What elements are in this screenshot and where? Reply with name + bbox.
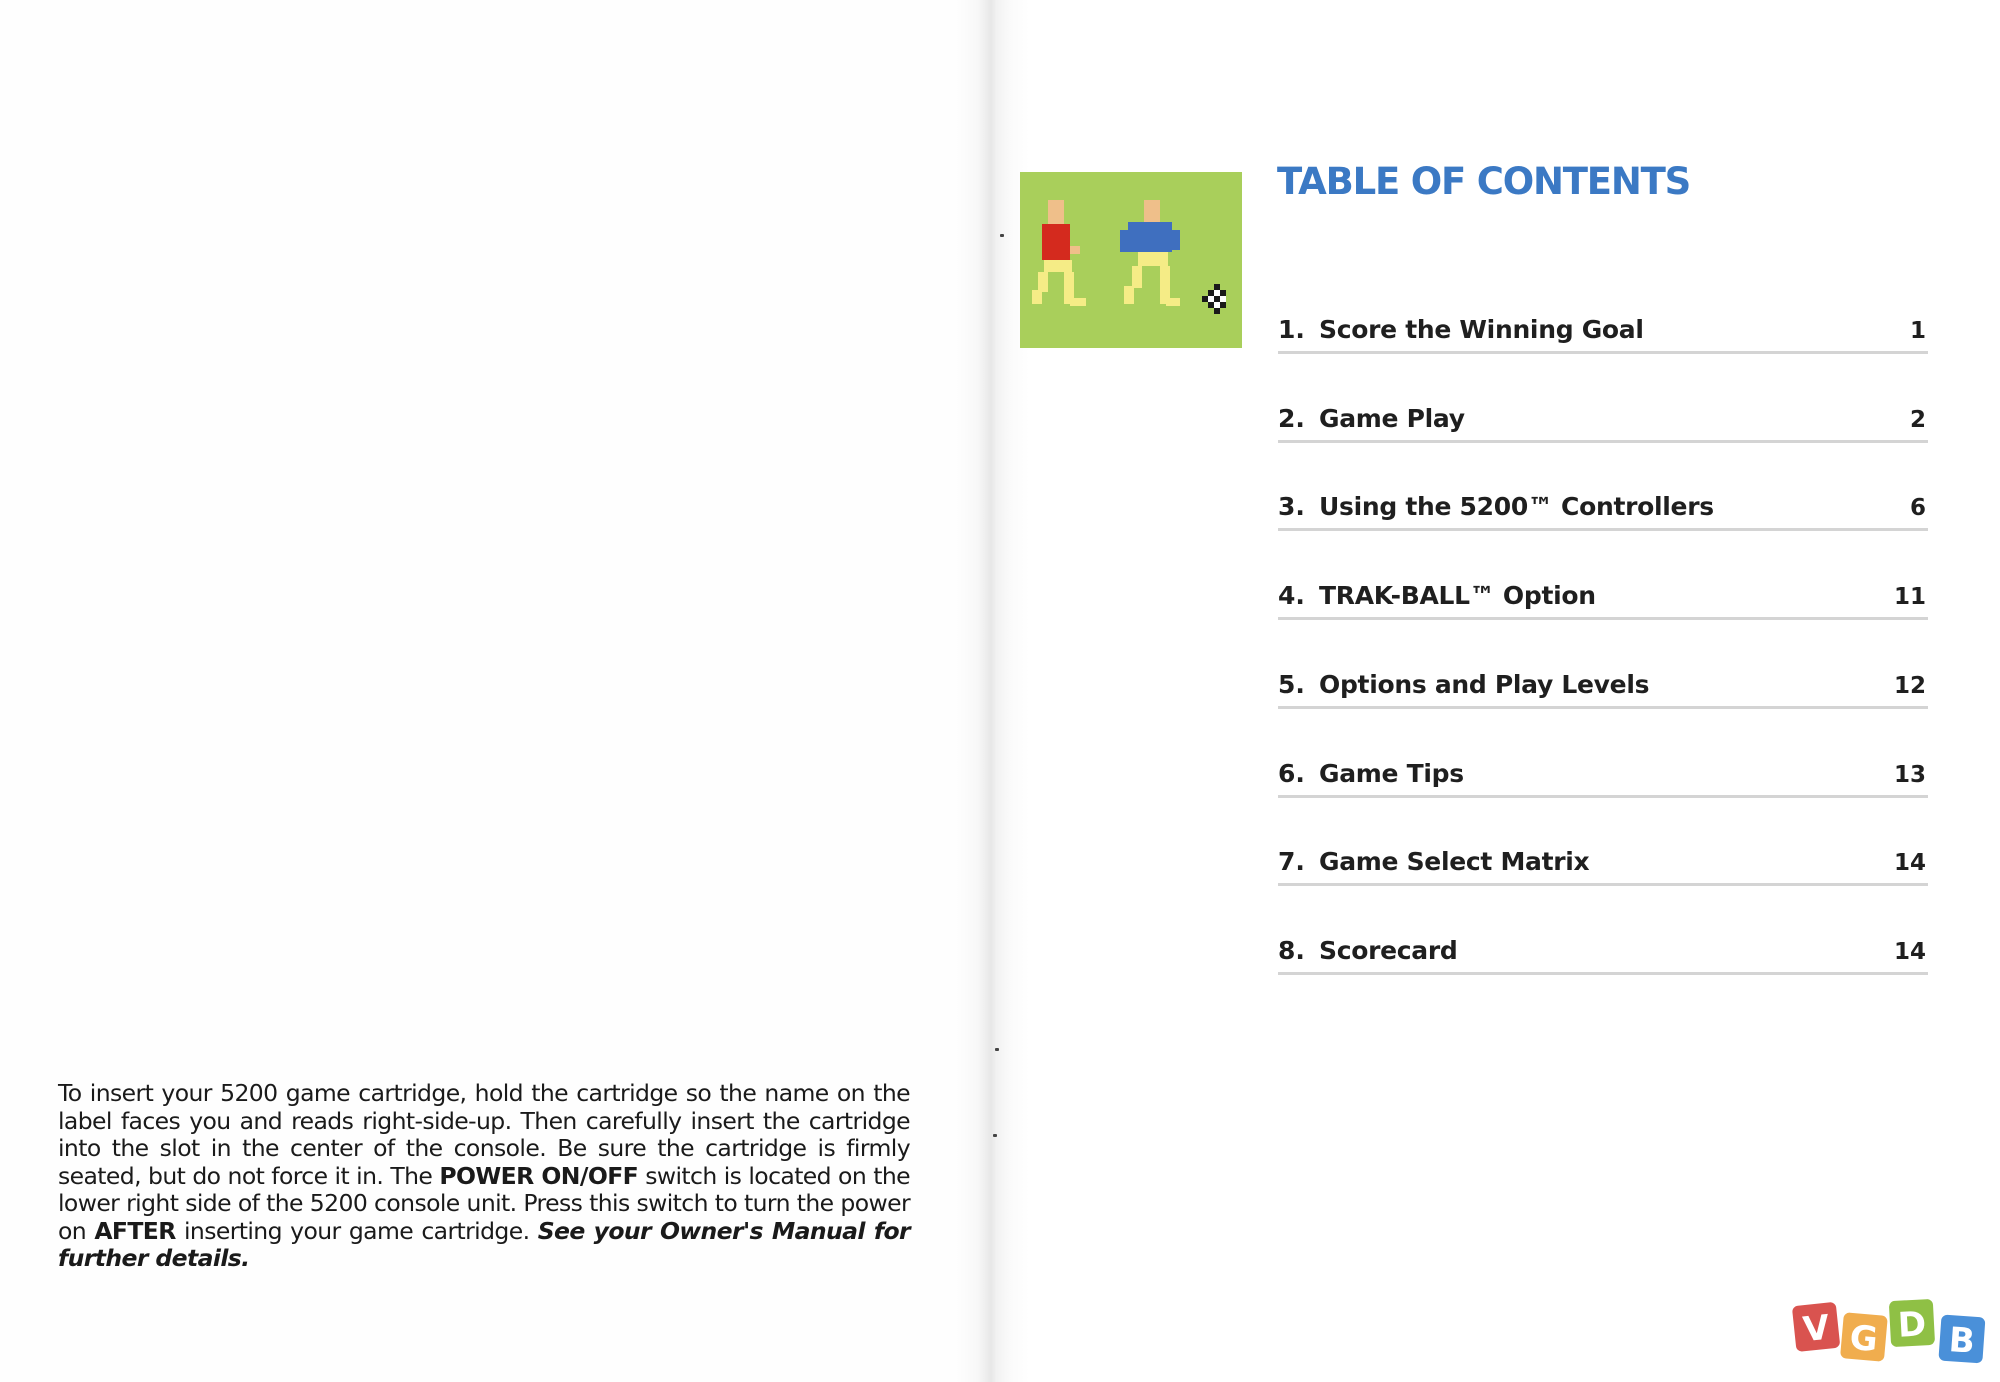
owners-manual-note: See your Owner's Manual for further details. xyxy=(58,1216,910,1272)
toc-entry-page: 2 xyxy=(1909,407,1926,433)
page-fold xyxy=(955,0,1030,1382)
toc-entry-page: 14 xyxy=(1893,850,1926,876)
toc-entry-number: 3. xyxy=(1278,492,1305,521)
toc-entry-label: Game Tips xyxy=(1319,759,1464,788)
toc-entry-number: 2. xyxy=(1278,404,1305,433)
logo-tile-g xyxy=(1840,1312,1888,1362)
toc-entry-page: 6 xyxy=(1909,495,1926,521)
svg-text:D: D xyxy=(1896,1304,1928,1346)
soccer-players-illustration xyxy=(1020,172,1242,348)
svg-text:G: G xyxy=(1848,1317,1880,1361)
logo-tile-b xyxy=(1938,1315,1985,1364)
svg-text:B: B xyxy=(1947,1320,1977,1362)
toc-entry-number: 7. xyxy=(1278,847,1305,876)
toc-entry-number: 1. xyxy=(1278,315,1305,344)
logo-tile-d xyxy=(1889,1299,1935,1347)
toc-entry-label: Score the Winning Goal xyxy=(1319,315,1644,344)
toc-entry-page: 13 xyxy=(1893,762,1926,788)
fold-mark xyxy=(993,1134,997,1137)
vgdb-watermark-logo xyxy=(1790,1294,1990,1369)
logo-tile-v xyxy=(1792,1302,1841,1352)
toc-entry-page: 11 xyxy=(1893,584,1926,610)
toc-entry-label: Game Play xyxy=(1319,404,1465,433)
left-page xyxy=(0,0,995,1382)
toc-entry[interactable] xyxy=(1278,394,1928,443)
instructions-text: switch is located on the lower right side of the 5200 console unit. Press this switch to turn the power on xyxy=(58,1161,911,1245)
toc-entry-page: 14 xyxy=(1893,939,1926,965)
after-term: AFTER xyxy=(94,1216,176,1245)
toc-entry[interactable] xyxy=(1278,837,1928,886)
toc-entry-number: 6. xyxy=(1278,759,1305,788)
toc-entry[interactable] xyxy=(1278,482,1928,531)
toc-entry[interactable] xyxy=(1278,305,1928,354)
svg-text:V: V xyxy=(1801,1307,1832,1351)
toc-entry-number: 5. xyxy=(1278,670,1305,699)
toc-entry-label: Options and Play Levels xyxy=(1319,670,1650,699)
toc-entry-number: 8. xyxy=(1278,936,1305,965)
cartridge-instructions xyxy=(58,1080,910,1273)
toc-entry[interactable] xyxy=(1278,926,1928,975)
toc-entry[interactable] xyxy=(1278,749,1928,798)
toc-entry-label: Scorecard xyxy=(1319,936,1458,965)
toc-entry-page: 12 xyxy=(1893,673,1926,699)
instructions-text: To insert your 5200 game cartridge, hold the cartridge so the name on the label faces you and reads right-side-up. Then carefully insert the cartridge into the slot in the center of the console. Be sure the cartridge is firmly seated, but do not force it in. The xyxy=(58,1079,910,1190)
toc-entry-label: Using the 5200™ Controllers xyxy=(1319,492,1714,521)
instructions-text: inserting your game cartridge. xyxy=(175,1216,538,1245)
toc-entry[interactable] xyxy=(1278,571,1928,620)
power-switch-term: POWER ON/OFF xyxy=(439,1161,639,1190)
fold-mark xyxy=(1000,234,1004,237)
toc-entry[interactable] xyxy=(1278,660,1928,709)
fold-mark xyxy=(995,1048,999,1051)
toc-title: TABLE OF CONTENTS xyxy=(1277,160,1691,203)
toc-entry-label: Game Select Matrix xyxy=(1319,847,1590,876)
toc-entry-number: 4. xyxy=(1278,581,1305,610)
toc-entry-label: TRAK-BALL™ Option xyxy=(1319,581,1596,610)
toc-entry-page: 1 xyxy=(1909,318,1926,344)
